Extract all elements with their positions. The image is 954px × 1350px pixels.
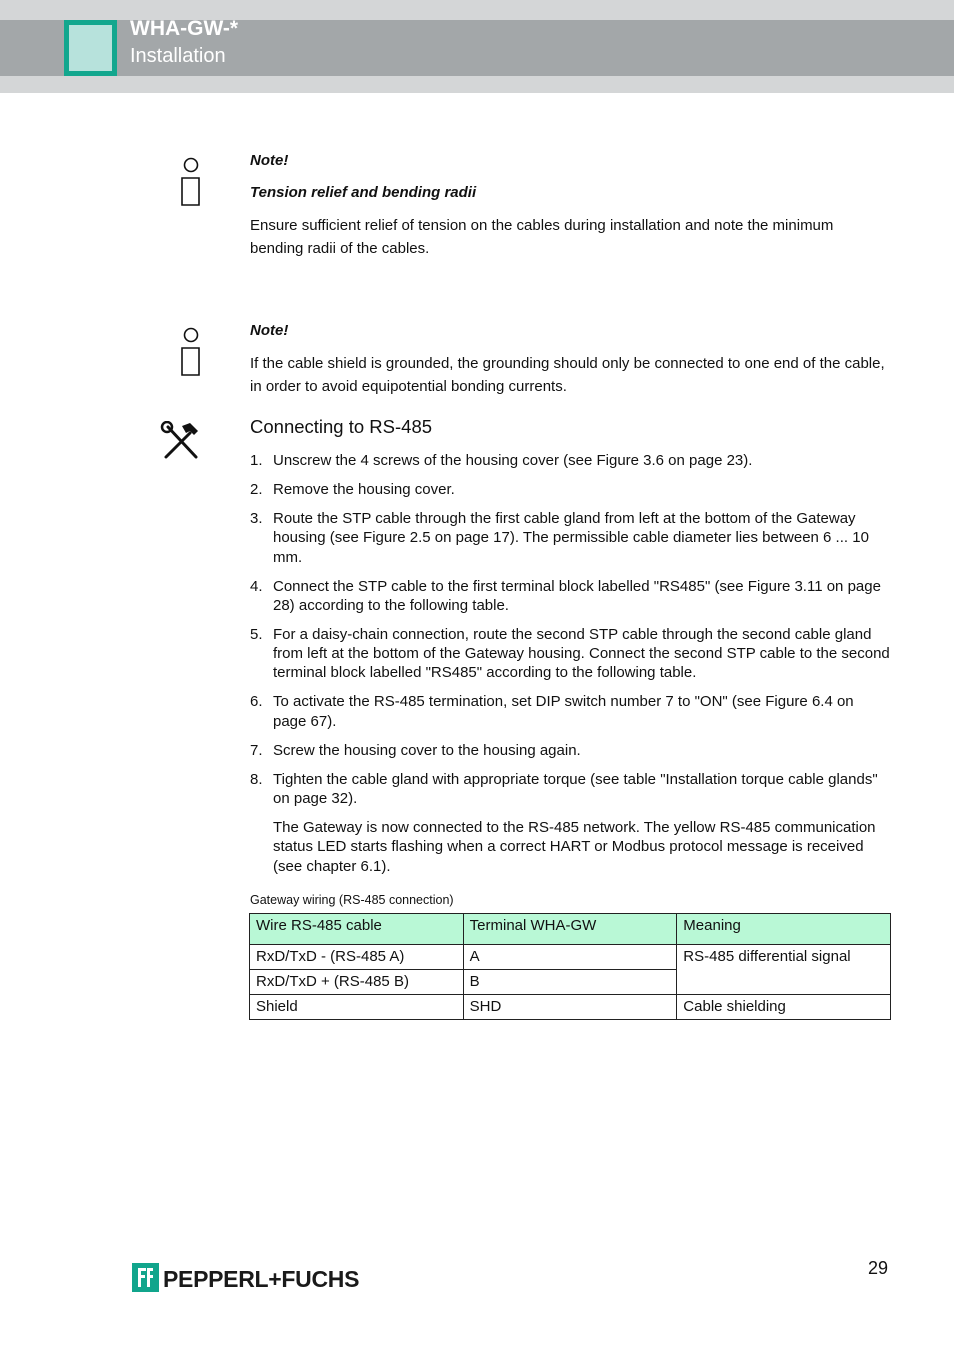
step-text: Remove the housing cover. xyxy=(273,480,455,498)
table-cell: Cable shielding xyxy=(677,995,891,1020)
step-text: To activate the RS-485 termination, set DIP switch number 7 to "ON" (see Figure 6.4 on page 67). xyxy=(273,693,854,730)
section-title: Connecting to RS-485 xyxy=(250,416,433,437)
note-heading: Tension relief and bending radii xyxy=(250,184,477,201)
step-text: Connect the STP cable to the first terminal block labelled "RS485" (see Figure 3.11 on page 28) according to the following table. xyxy=(273,577,881,614)
step-item xyxy=(250,577,890,616)
step-text: Tighten the cable gland with appropriate torque (see table "Installation torque cable glands" on page 32). xyxy=(273,770,878,807)
step-number: 1. xyxy=(250,452,263,469)
wiring-table xyxy=(249,913,891,1020)
installation-steps xyxy=(250,451,890,818)
step-text: Screw the housing cover to the housing again. xyxy=(273,741,581,759)
info-icon xyxy=(180,327,202,377)
step-item xyxy=(250,770,890,809)
step-item xyxy=(250,480,890,499)
table-row xyxy=(250,945,891,970)
step-number: 3. xyxy=(250,509,263,527)
step-number: 6. xyxy=(250,693,263,711)
column-header: Meaning xyxy=(677,914,891,945)
column-header: Terminal WHA-GW xyxy=(463,914,677,945)
table-cell: B xyxy=(463,970,677,995)
step-item xyxy=(250,625,890,683)
table-cell: RS-485 differential signal xyxy=(677,945,891,995)
result-text: The Gateway is now connected to the RS-485 network. The yellow RS-485 communication status LED starts flashing when a correct HART or Modbus protocol message is received (see chapter 6.1). xyxy=(273,819,876,875)
table-cell: RxD/TxD - (RS-485 A) xyxy=(250,945,464,970)
note-body: If the cable shield is grounded, the grounding should only be connected to one end of the cable, in order to avoid equipotential bonding currents. xyxy=(250,355,885,395)
table-caption: Gateway wiring (RS-485 connection) xyxy=(250,893,454,907)
info-icon xyxy=(180,157,202,207)
note-body: Ensure sufficient relief of tension on the cables during installation and note the minimum bending radii of the cables. xyxy=(250,217,834,257)
table-cell: SHD xyxy=(463,995,677,1020)
table-cell: RxD/TxD + (RS-485 B) xyxy=(250,970,464,995)
column-header: Wire RS-485 cable xyxy=(250,914,464,945)
note-label: Note! xyxy=(250,152,289,169)
step-item xyxy=(250,451,890,470)
step-number: 4. xyxy=(250,577,263,595)
step-text: Route the STP cable through the first cable gland from left at the bottom of the Gateway housing (see Figure 2.5 on page 17). The permissible cable diameter lies between 6 ... 10 mm. xyxy=(273,509,869,566)
step-text: Unscrew the 4 screws of the housing cover (see Figure 3.6 on page 23). xyxy=(273,452,753,469)
step-number: 2. xyxy=(250,480,263,498)
step-number: 7. xyxy=(250,741,263,759)
table-header-row xyxy=(250,914,891,945)
note-label: Note! xyxy=(250,322,289,339)
step-number: 8. xyxy=(250,770,263,788)
chapter-title: Installation xyxy=(130,45,226,67)
pepperl-fuchs-logo-icon xyxy=(132,1263,159,1292)
step-item xyxy=(250,692,890,731)
table-cell: Shield xyxy=(250,995,464,1020)
table-cell: A xyxy=(463,945,677,970)
page-number: 29 xyxy=(868,1258,889,1278)
step-text: For a daisy-chain connection, route the second STP cable through the second cable gland from left at the bottom of the Gateway housing. Connect the second STP cable to the second terminal block labelled "RS485" according to the following table. xyxy=(273,625,890,682)
tools-icon xyxy=(160,421,202,461)
step-number: 5. xyxy=(250,625,263,643)
step-item xyxy=(250,741,890,760)
chapter-marker-inner xyxy=(69,25,112,71)
table-row xyxy=(250,995,891,1020)
step-item xyxy=(250,509,890,567)
document-title: WHA-GW-* xyxy=(130,17,239,40)
brand-name: PEPPERL+FUCHS xyxy=(163,1266,360,1292)
